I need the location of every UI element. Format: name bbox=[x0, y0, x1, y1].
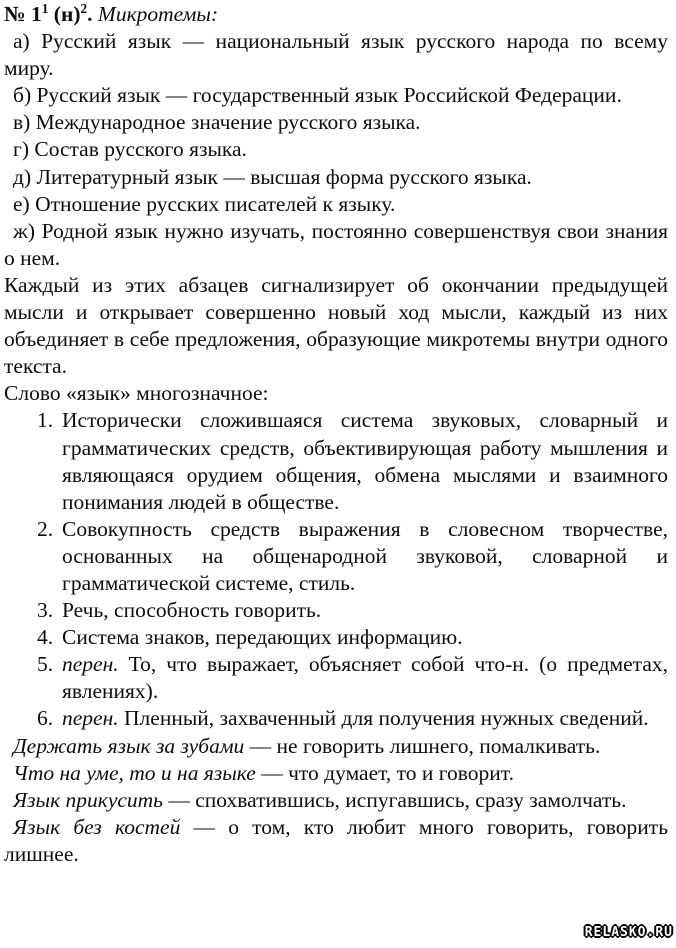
idiom-phrase: Язык без костей bbox=[13, 814, 181, 839]
meaning-number: 4. bbox=[37, 625, 54, 650]
meaning-number: 6. bbox=[37, 706, 54, 731]
meaning-item bbox=[4, 516, 668, 597]
meaning-number: 2. bbox=[37, 516, 54, 541]
idiom-paragraph bbox=[4, 760, 668, 787]
microtheme-item-e: е) Отношение русских писателей к языку. bbox=[13, 191, 396, 216]
meaning-item bbox=[4, 407, 668, 515]
idiom-paragraph bbox=[4, 787, 668, 814]
idiom-definition: — что думает, то и говорит. bbox=[261, 760, 514, 785]
microtheme-item-v: в) Международное значение русского языка. bbox=[13, 110, 421, 135]
exercise-header-dot: . bbox=[87, 2, 98, 26]
idiom-phrase: Держать язык за зубами bbox=[13, 733, 245, 758]
exercise-note-text: (н) bbox=[48, 2, 81, 26]
exercise-title: Микротемы: bbox=[97, 2, 219, 26]
meanings-list bbox=[4, 407, 668, 732]
analysis-paragraph: Каждый из этих абзацев сигнализирует об окончании предыдущей мысли и открывает совершенно новый ход мысли, каждый из них объединяет в себе предложения, образующие микротемы внутри одного текста. bbox=[4, 272, 668, 379]
exercise-number-text: № 1 bbox=[4, 2, 42, 26]
idiom-paragraph bbox=[4, 733, 668, 760]
meaning-item bbox=[4, 624, 668, 651]
meaning-item bbox=[4, 597, 668, 624]
meanings-intro: Слово «язык» многозначное: bbox=[4, 381, 269, 406]
meaning-item bbox=[4, 651, 668, 705]
idiom-definition: — не говорить лишнего, помалкивать. bbox=[249, 733, 601, 758]
meaning-number: 5. bbox=[37, 652, 54, 677]
exercise-header bbox=[4, 1, 668, 28]
meaning-text: Исторически сложившаяся система звуковых, словарный и грамматических средств, объективирующая работу мышления и являющаяся орудием общения, обмена мыслями и взаимного понимания людей в обществе. bbox=[62, 408, 668, 514]
idiom-paragraph bbox=[4, 814, 668, 868]
meaning-number: 1. bbox=[37, 408, 54, 433]
meaning-prefix: перен. bbox=[62, 706, 119, 731]
exercise-number bbox=[4, 2, 98, 26]
idiom-definition: — спохватившись, испугавшись, сразу замолчать. bbox=[168, 787, 627, 812]
idiom-definition: — о том, кто любит много говорить, говорить лишнее. bbox=[4, 814, 669, 866]
meaning-item bbox=[4, 705, 668, 732]
microtheme-item-zh: ж) Родной язык нужно изучать, постоянно совершенствуя свои знания о нем. bbox=[4, 218, 668, 270]
meaning-prefix: перен. bbox=[62, 652, 119, 677]
idiom-phrase: Язык прикусить bbox=[13, 787, 163, 812]
microtheme-item-g: г) Состав русского языка. bbox=[13, 137, 247, 162]
meaning-number: 3. bbox=[37, 598, 54, 623]
meaning-text: Пленный, захваченный для получения нужных сведений. bbox=[124, 706, 649, 731]
watermark: RELASKO.RU bbox=[584, 924, 673, 940]
meaning-text: То, что выражает, объясняет собой что-н. (о предметах, явлениях). bbox=[62, 652, 668, 704]
exercise-note-superscript: 2 bbox=[80, 0, 88, 16]
microtheme-item-a: а) Русский язык — национальный язык русского народа по всему миру. bbox=[4, 29, 668, 81]
meaning-text: Совокупность средств выражения в словесном творчестве, основанных на общенародной звуковой, словарной и грамматической системе, стиль. bbox=[62, 516, 668, 595]
microtheme-item-b: б) Русский язык — государственный язык Российской Федерации. bbox=[13, 83, 622, 108]
microtheme-item-d: д) Литературный язык — высшая форма русского языка. bbox=[13, 164, 532, 189]
idiom-phrase: Что на уме, то и на языке bbox=[13, 760, 256, 785]
meaning-text: Система знаков, передающих информацию. bbox=[62, 625, 463, 650]
exercise-number-superscript: 1 bbox=[41, 0, 49, 16]
meaning-text: Речь, способность говорить. bbox=[62, 598, 322, 623]
